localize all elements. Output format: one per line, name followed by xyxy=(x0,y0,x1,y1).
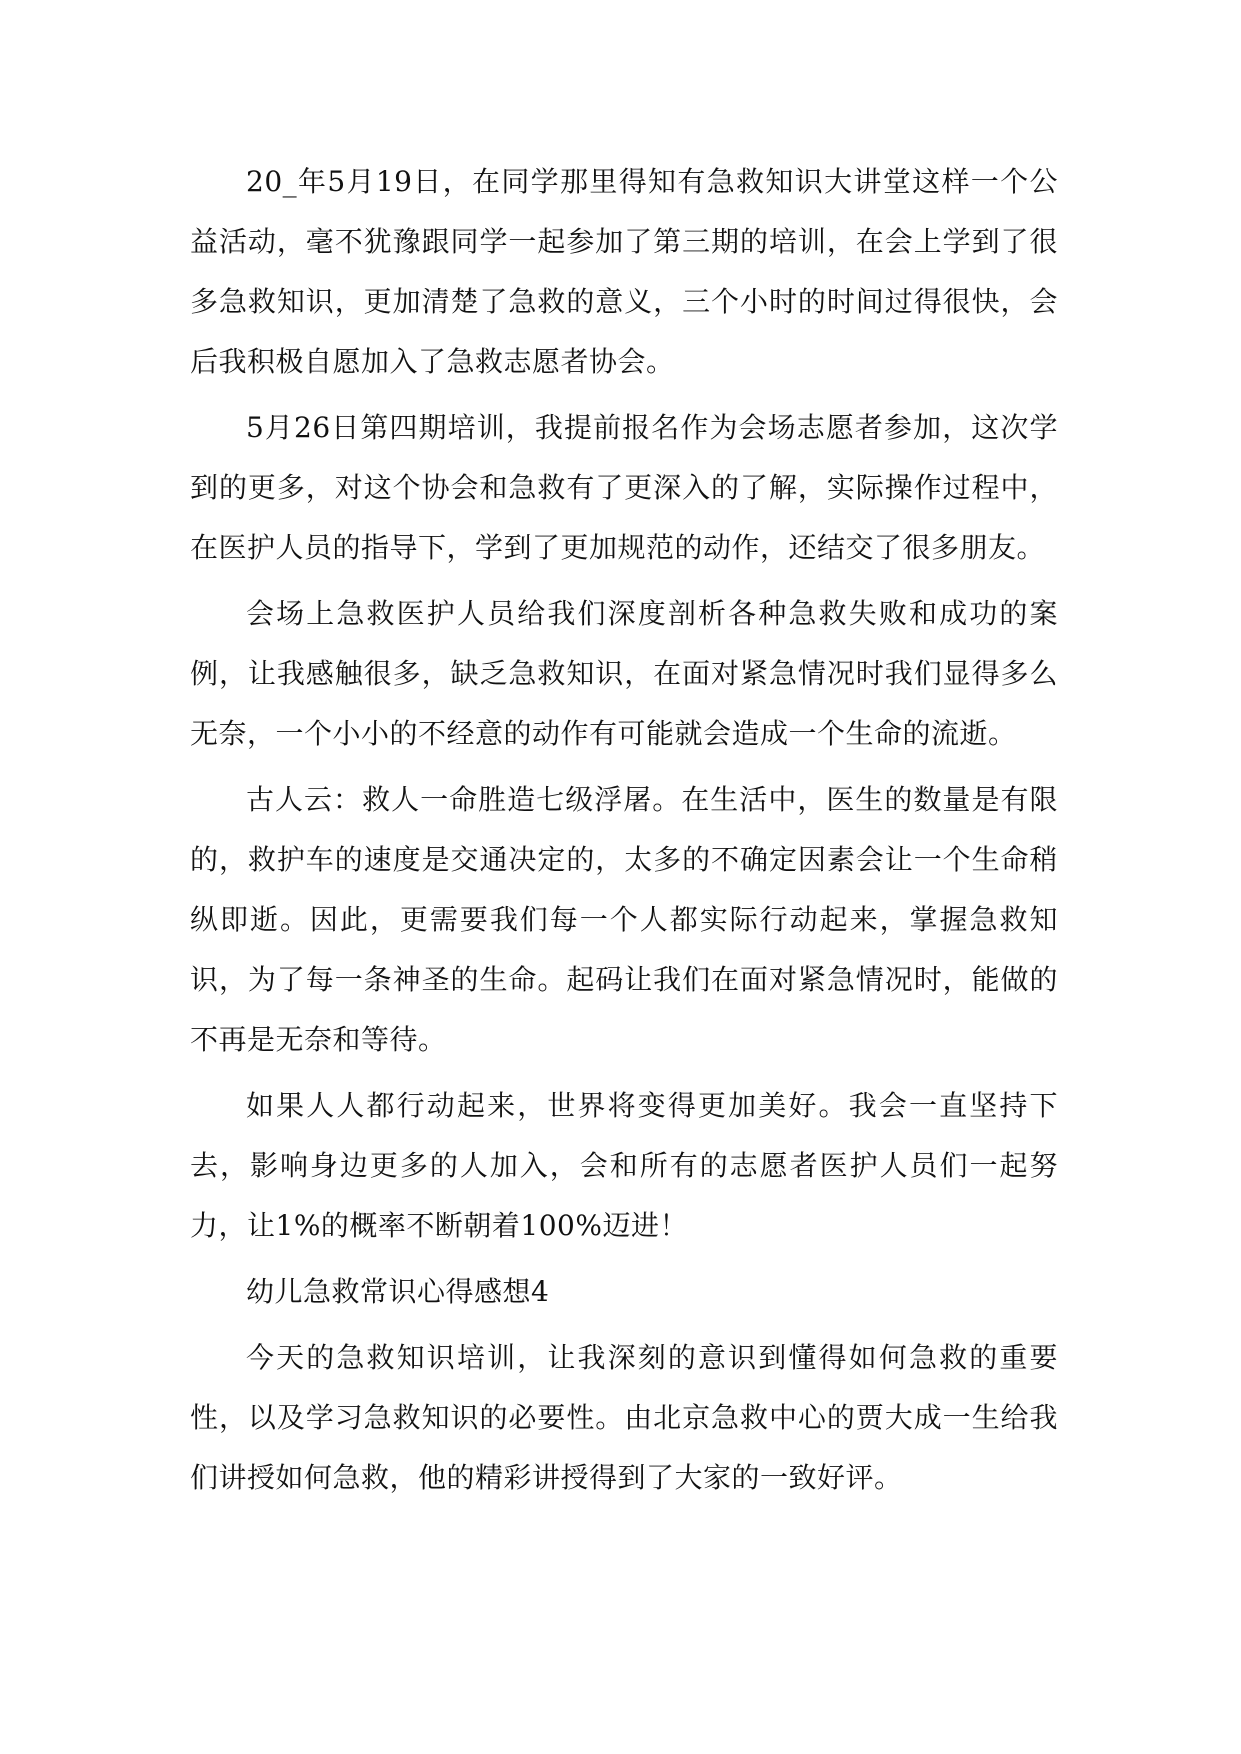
paragraph-6: 今天的急救知识培训，让我深刻的意识到懂得如何急救的重要性，以及学习急救知识的必要性。由北京急救中心的贾大成一生给我们讲授如何急救，他的精彩讲授得到了大家的一致好评。 xyxy=(190,1341,1058,1494)
section-heading: 幼儿急救常识心得感想4 xyxy=(246,1275,550,1308)
paragraph-1: 20_年5月19日，在同学那里得知有急救知识大讲堂这样一个公益活动，毫不犹豫跟同学一起参加了第三期的培训，在会上学到了很多急救知识，更加清楚了急救的意义，三个小时的时间过得很快，会后我积极自愿加入了急救志愿者协会。 xyxy=(190,165,1058,378)
paragraph-2: 5月26日第四期培训，我提前报名作为会场志愿者参加，这次学到的更多，对这个协会和急救有了更深入的了解，实际操作过程中，在医护人员的指导下，学到了更加规范的动作，还结交了很多朋友。 xyxy=(190,411,1058,564)
paragraph-5: 如果人人都行动起来，世界将变得更加美好。我会一直坚持下去，影响身边更多的人加入，会和所有的志愿者医护人员们一起努力，让1%的概率不断朝着100%迈进！ xyxy=(190,1089,1058,1242)
paragraph-3: 会场上急救医护人员给我们深度剖析各种急救失败和成功的案例，让我感触很多，缺乏急救知识，在面对紧急情况时我们显得多么无奈，一个小小的不经意的动作有可能就会造成一个生命的流逝。 xyxy=(190,597,1058,750)
document-body xyxy=(190,152,1058,1508)
paragraph-4: 古人云：救人一命胜造七级浮屠。在生活中，医生的数量是有限的，救护车的速度是交通决定的，太多的不确定因素会让一个生命稍纵即逝。因此，更需要我们每一个人都实际行动起来，掌握急救知识，为了每一条神圣的生命。起码让我们在面对紧急情况时，能做的不再是无奈和等待。 xyxy=(190,783,1058,1056)
